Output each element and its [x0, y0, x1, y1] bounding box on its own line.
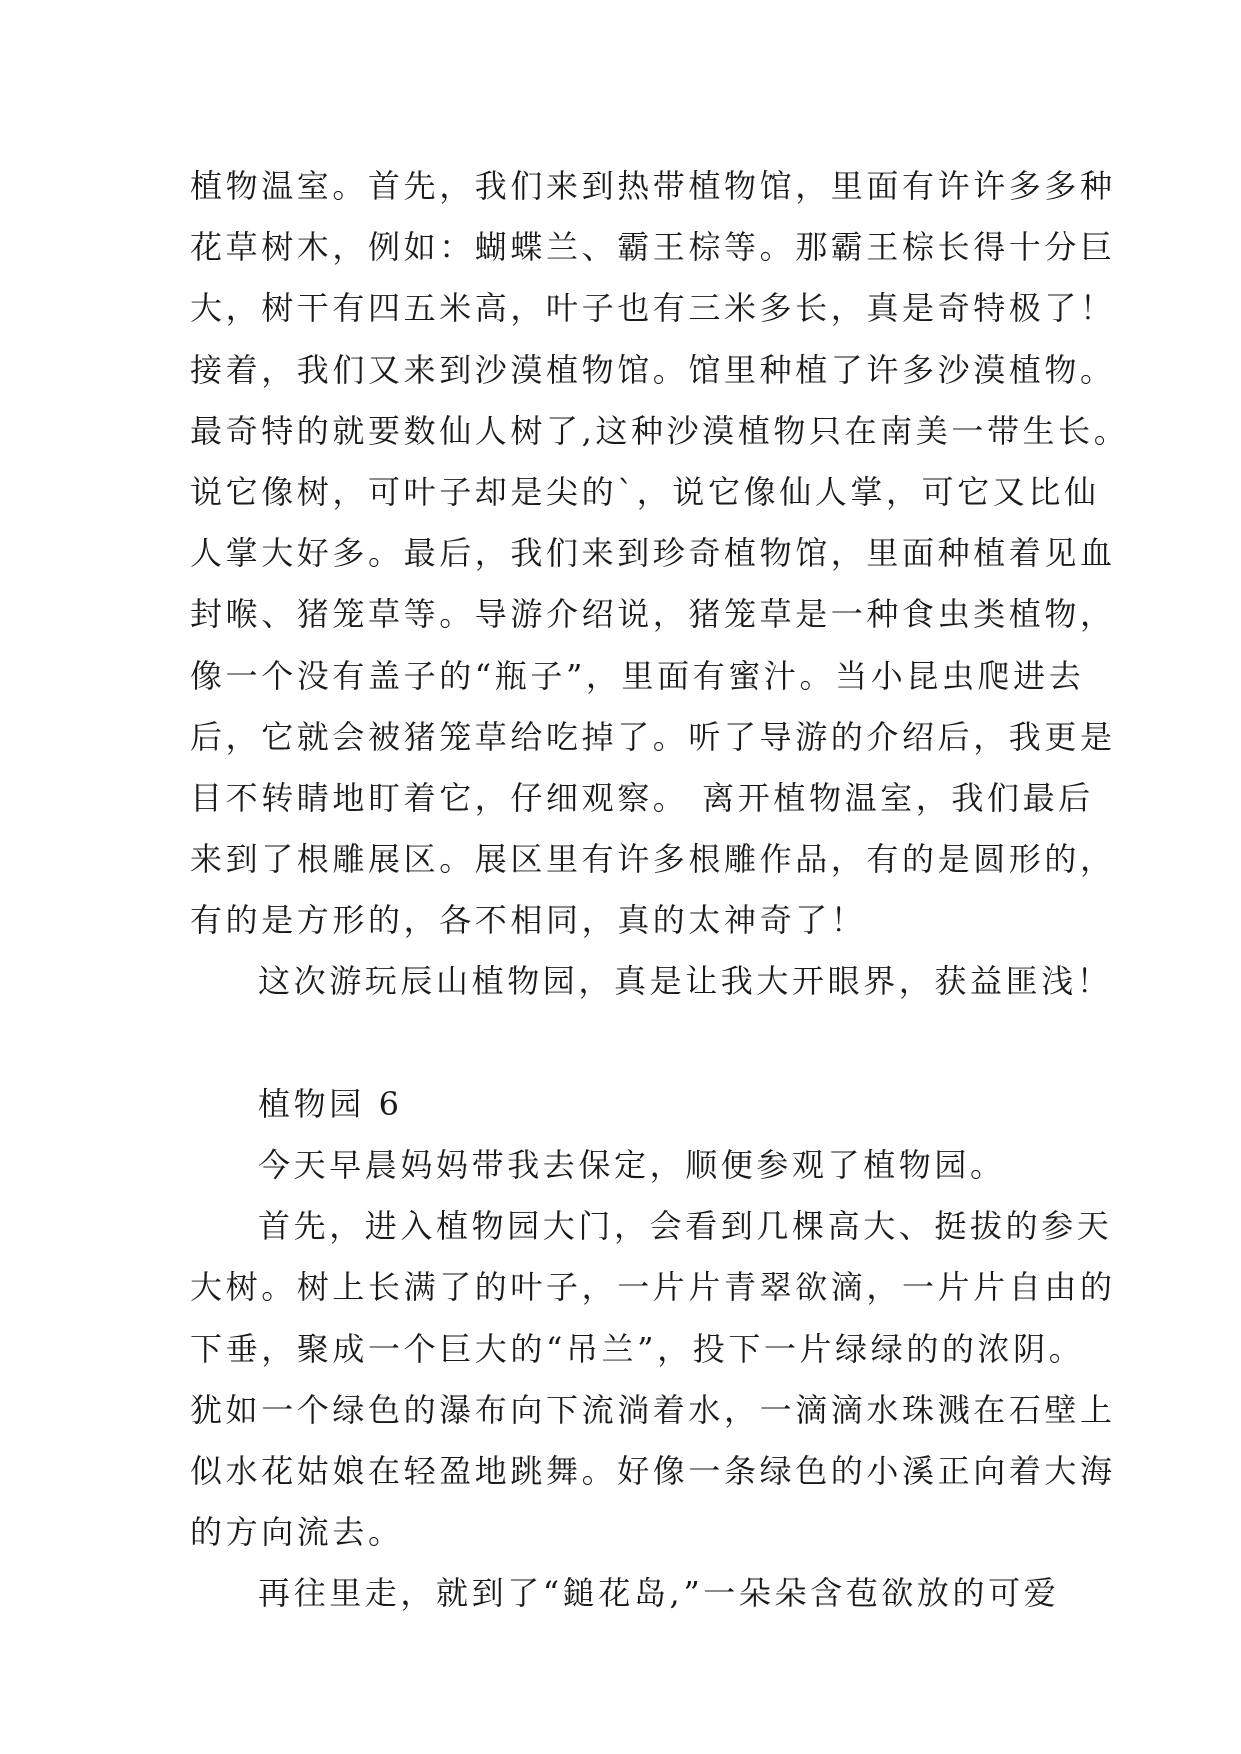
text-line: 人掌大好多。最后，我们来到珍奇植物馆，里面种植着见血 — [190, 534, 1116, 573]
text-line: 说它像树，可叶子却是尖的`，说它像仙人掌，可它又比仙 — [190, 472, 1100, 511]
text-line: 目不转睛地盯着它，仔细观察。 离开植物温室，我们最后 — [190, 778, 1094, 817]
paragraph-line: 今天早晨妈妈带我去保定，顺便参观了植物园。 — [258, 1146, 1006, 1184]
text-line: 封喉、猪笼草等。导游介绍说，猪笼草是一种食虫类植物， — [190, 595, 1116, 634]
paragraph-line: 首先，进入植物园大门，会看到几棵高大、挺拔的参天 — [258, 1207, 1113, 1246]
section-heading: 植物园 6 — [258, 1084, 403, 1123]
text-line: 花草树木，例如：蝴蝶兰、霸王棕等。那霸王棕长得十分巨 — [190, 228, 1116, 267]
text-line: 大树。树上长满了的叶子，一片片青翠欲滴，一片片自由的 — [190, 1268, 1116, 1307]
text-line: 像一个没有盖子的“瓶子”，里面有蜜汁。当小昆虫爬进去 — [190, 656, 1085, 695]
text-line: 下垂，聚成一个巨大的“吊兰”，投下一片绿绿的的浓阴。 — [190, 1329, 1085, 1368]
text-line: 犹如一个绿色的瀑布向下流淌着水，一滴滴水珠溅在石壁上 — [190, 1390, 1116, 1429]
text-line: 似水花姑娘在轻盈地跳舞。好像一条绿色的小溪正向着大海 — [190, 1451, 1116, 1490]
text-line: 的方向流去。 — [190, 1513, 404, 1552]
text-line: 植物温室。首先，我们来到热带植物馆，里面有许许多多种 — [190, 167, 1116, 205]
text-line: 来到了根雕展区。展区里有许多根雕作品，有的是圆形的， — [190, 840, 1116, 879]
text-line: 接着，我们又来到沙漠植物馆。馆里种植了许多沙漠植物。 — [190, 350, 1116, 389]
text-body — [190, 156, 1130, 1625]
paragraph-line: 这次游玩辰山植物园，真是让我大开眼界，获益匪浅！ — [258, 962, 1113, 1001]
paragraph-spacer — [190, 1013, 1070, 1074]
text-line: 有的是方形的，各不相同，真的太神奇了！ — [190, 901, 867, 940]
text-line: 最奇特的就要数仙人树了,这种沙漠植物只在南美一带生长。 — [190, 411, 1130, 450]
text-line: 后，它就会被猪笼草给吃掉了。听了导游的介绍后，我更是 — [190, 717, 1116, 756]
text-line: 大，树干有四五米高，叶子也有三米多长，真是奇特极了！ — [190, 289, 1116, 328]
paragraph-line: 再往里走，就到了“鎚花岛,”一朵朵含苞欲放的可爱 — [258, 1574, 1060, 1613]
